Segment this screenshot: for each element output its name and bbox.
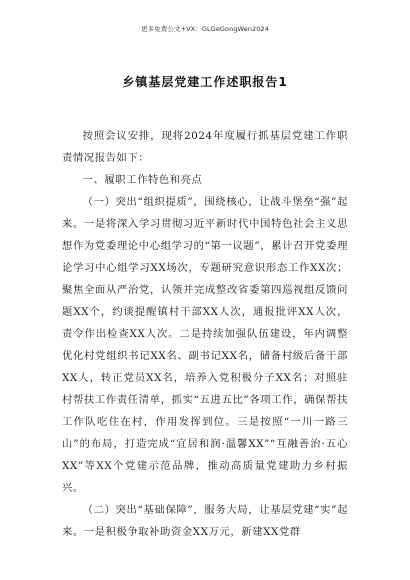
header-note: 更多免费公文+VX：GLGeGongWen2024 <box>140 25 269 33</box>
document-title: 乡镇基层党建工作述职报告1 <box>122 75 288 89</box>
body-paragraph: （二）突出“基础保障”，服务大局，让基层党建“实”起来。一是积极争取补助资金XX万元，新建XX党群 <box>62 504 348 538</box>
body-paragraph: （一）突出“组织提质”，围绕核心，让战斗堡垒“强”起来。一是将深入学习贯彻习近平新时代中国特色社会主义思想作为党委理论中心组学习的“第一议题”，累计召开党委理论学习中心组学习XX场次，专题研究意识形态工作XX次；聚焦全面从严治党，认领并完成整改省委第四巡视组反馈问题XX个，约谈提醒镇村干部XX人次，通报批评XX人次，责令作出检查XX人次。二是持续加强队伍建设，年内调整优化村党组织书记XX名、副书记XX名，储备村级后备干部XX人，转正党员XX名，培养入党积极分子XX名；对照驻村帮扶工作责任清单，抓实“五进五比”各项工作，确保帮扶工作队吃住在村，作用发挥到位。三是按照“一川一路三山”的布局，打造完成“宜居和润·温馨XX”“互融善治·五心XX”等XX个党建示范品牌，推动高质量党建助力乡村振兴。 <box>62 196 348 494</box>
section-heading: 一、履职工作特色和亮点 <box>82 174 203 186</box>
intro-paragraph: 按照会议安排，现将2024年度履行抓基层党建工作职责情况报告如下： <box>62 130 348 164</box>
document-body <box>62 125 348 543</box>
